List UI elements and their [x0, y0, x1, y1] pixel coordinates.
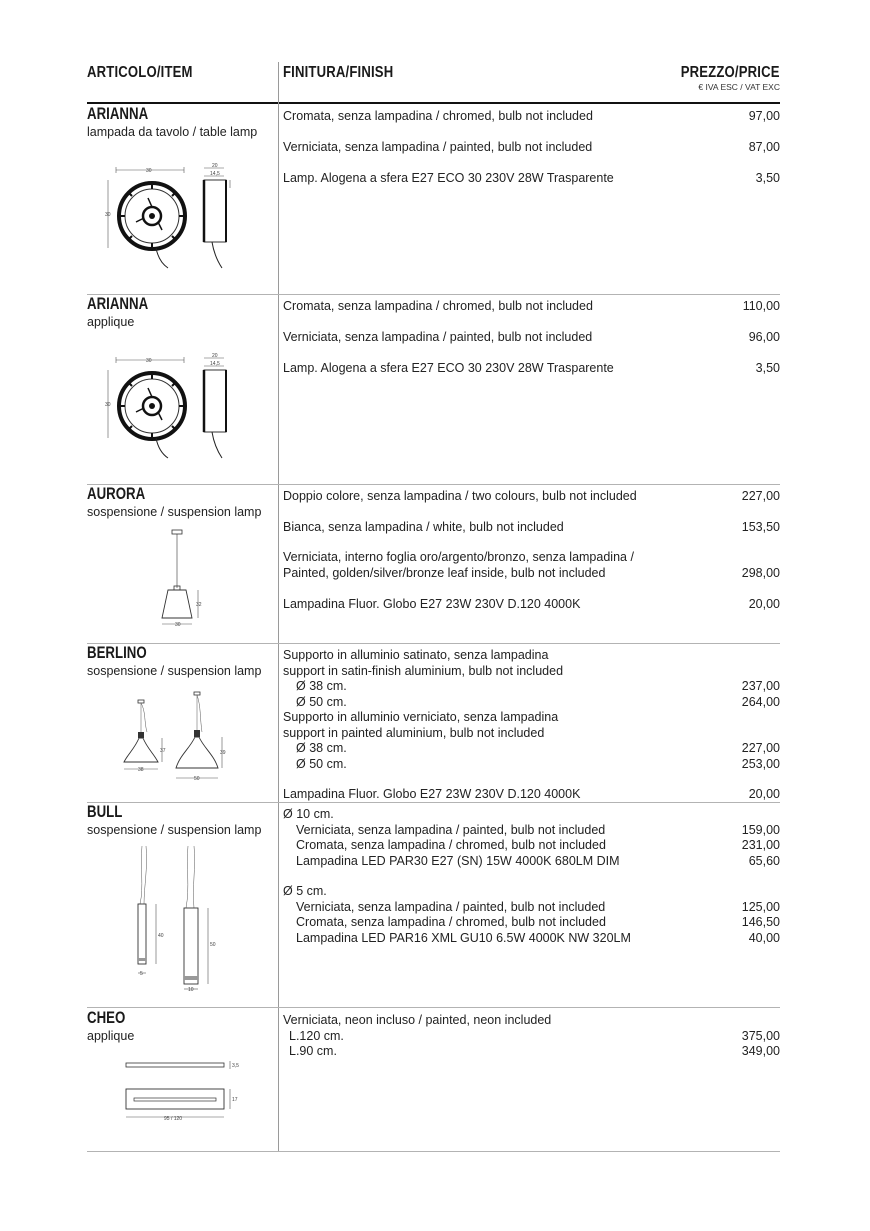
- aurora-drawing: [150, 528, 220, 628]
- item-type-aurora: sospensione / suspension lamp: [87, 505, 262, 519]
- price-row: Lampadina LED PAR30 E27 (SN) 15W 4000K 680LM DIM 65,60: [296, 853, 780, 868]
- price-row: Supporto in alluminio verniciato, senza lampadina: [283, 710, 559, 724]
- price-row: Cromata, senza lampadina / chromed, bulb not included 231,00: [296, 838, 780, 852]
- price-row: support in satin-finish aluminium, bulb not included: [283, 663, 564, 678]
- price-row: Ø 5 cm.: [283, 884, 327, 898]
- price-row: Supporto in alluminio satinato, senza lampadina: [283, 648, 549, 662]
- item-name-bull: BULL: [87, 802, 123, 821]
- svg-text:3,5: 3,5: [232, 1063, 239, 1069]
- svg-text:30: 30: [175, 622, 181, 628]
- bull-drawing: [120, 842, 230, 997]
- header-price: PREZZO/PRICE: [681, 64, 780, 81]
- svg-text:20: 20: [212, 353, 218, 359]
- price-row: Lampadina Fluor. Globo E27 23W 230V D.120 4000K 20,00: [283, 787, 780, 801]
- svg-text:40: 40: [158, 933, 164, 939]
- price-row: Lamp. Alogena a sfera E27 ECO 30 230V 28W Trasparente 3,50: [283, 361, 780, 375]
- item-name-cheo: CHEO: [87, 1008, 126, 1027]
- item-name-berlino: BERLINO: [87, 643, 147, 662]
- price-row: Verniciata, senza lampadina / painted, bulb not included 125,00: [296, 899, 780, 914]
- svg-text:10: 10: [188, 987, 194, 993]
- svg-text:17: 17: [232, 1097, 238, 1103]
- item-type-arianna-table: lampada da tavolo / table lamp: [87, 125, 258, 139]
- arianna-wall-drawing: [100, 348, 250, 463]
- item-name-aurora: AURORA: [87, 484, 146, 503]
- svg-text:14,5: 14,5: [210, 361, 220, 367]
- svg-text:50: 50: [194, 776, 200, 782]
- price-row: Cromata, senza lampadina / chromed, bulb not included 97,00: [283, 109, 780, 123]
- price-row: Lampadina Fluor. Globo E27 23W 230V D.120 4000K 20,00: [283, 597, 780, 611]
- item-type-cheo: applique: [87, 1029, 135, 1043]
- price-row: Cromata, senza lampadina / chromed, bulb not included 146,50: [296, 915, 780, 929]
- svg-text:30: 30: [105, 402, 111, 408]
- berlino-drawing: [110, 690, 240, 785]
- price-row: Bianca, senza lampadina / white, bulb not included 153,50: [283, 520, 780, 534]
- price-row: Verniciata, senza lampadina / painted, bulb not included 87,00: [283, 140, 780, 154]
- item-name-arianna-table: ARIANNA: [87, 104, 149, 123]
- price-row: Lampadina LED PAR16 XML GU10 6.5W 4000K NW 320LM 40,00: [296, 930, 780, 945]
- svg-text:30: 30: [146, 168, 152, 174]
- price-row: Lamp. Alogena a sfera E27 ECO 30 230V 28W Trasparente 3,50: [283, 171, 780, 185]
- header-price-note: € IVA ESC / VAT EXC: [698, 82, 780, 92]
- svg-text:38: 38: [138, 767, 144, 773]
- header-item: ARTICOLO/ITEM: [87, 64, 193, 81]
- column-divider: [278, 62, 279, 1151]
- item-type-arianna-wall: applique: [87, 315, 135, 329]
- price-row: Ø 50 cm. 264,00: [296, 694, 780, 709]
- section-divider: [87, 294, 780, 295]
- svg-text:39: 39: [220, 750, 226, 756]
- price-row: L.90 cm. 349,00: [289, 1044, 780, 1058]
- price-row: Ø 38 cm. 237,00: [296, 679, 780, 693]
- item-type-bull: sospensione / suspension lamp: [87, 823, 262, 837]
- arianna-table-drawing: [100, 158, 250, 273]
- header-rule: [87, 102, 780, 104]
- svg-text:5: 5: [140, 971, 143, 977]
- svg-text:37: 37: [160, 748, 166, 754]
- svg-text:14,5: 14,5: [210, 171, 220, 177]
- cheo-drawing: [120, 1055, 245, 1125]
- price-row: Ø 50 cm. 253,00: [296, 756, 780, 771]
- header-finish: FINITURA/FINISH: [283, 64, 394, 81]
- price-row: support in painted aluminium, bulb not included: [283, 725, 545, 740]
- price-row: Doppio colore, senza lampadina / two colours, bulb not included 227,00: [283, 489, 780, 503]
- price-row: Ø 10 cm.: [283, 807, 334, 821]
- svg-text:20: 20: [212, 163, 218, 169]
- section-divider: [87, 643, 780, 644]
- item-name-arianna-wall: ARIANNA: [87, 294, 149, 313]
- price-row: Cromata, senza lampadina / chromed, bulb not included 110,00: [283, 299, 780, 313]
- price-row: Ø 38 cm. 227,00: [296, 741, 780, 755]
- svg-text:30: 30: [105, 212, 111, 218]
- item-type-berlino: sospensione / suspension lamp: [87, 664, 262, 678]
- price-row: Verniciata, senza lampadina / painted, bulb not included 159,00: [296, 822, 780, 837]
- section-divider: [87, 1007, 780, 1008]
- section-divider: [87, 484, 780, 485]
- svg-text:50: 50: [210, 942, 216, 948]
- svg-text:95 / 120: 95 / 120: [164, 1116, 183, 1122]
- svg-text:32: 32: [196, 602, 202, 608]
- section-divider: [87, 1151, 780, 1152]
- svg-text:30: 30: [146, 358, 152, 364]
- section-divider: [87, 802, 780, 803]
- price-row: Verniciata, neon incluso / painted, neon included: [283, 1013, 552, 1027]
- price-row: Verniciata, interno foglia oro/argento/bronzo, senza lampadina / Painted, golden/silver/bronze leaf inside, bulb not included 298,00: [283, 550, 780, 580]
- price-row: L.120 cm. 375,00: [289, 1028, 780, 1043]
- price-row: Verniciata, senza lampadina / painted, bulb not included 96,00: [283, 330, 780, 344]
